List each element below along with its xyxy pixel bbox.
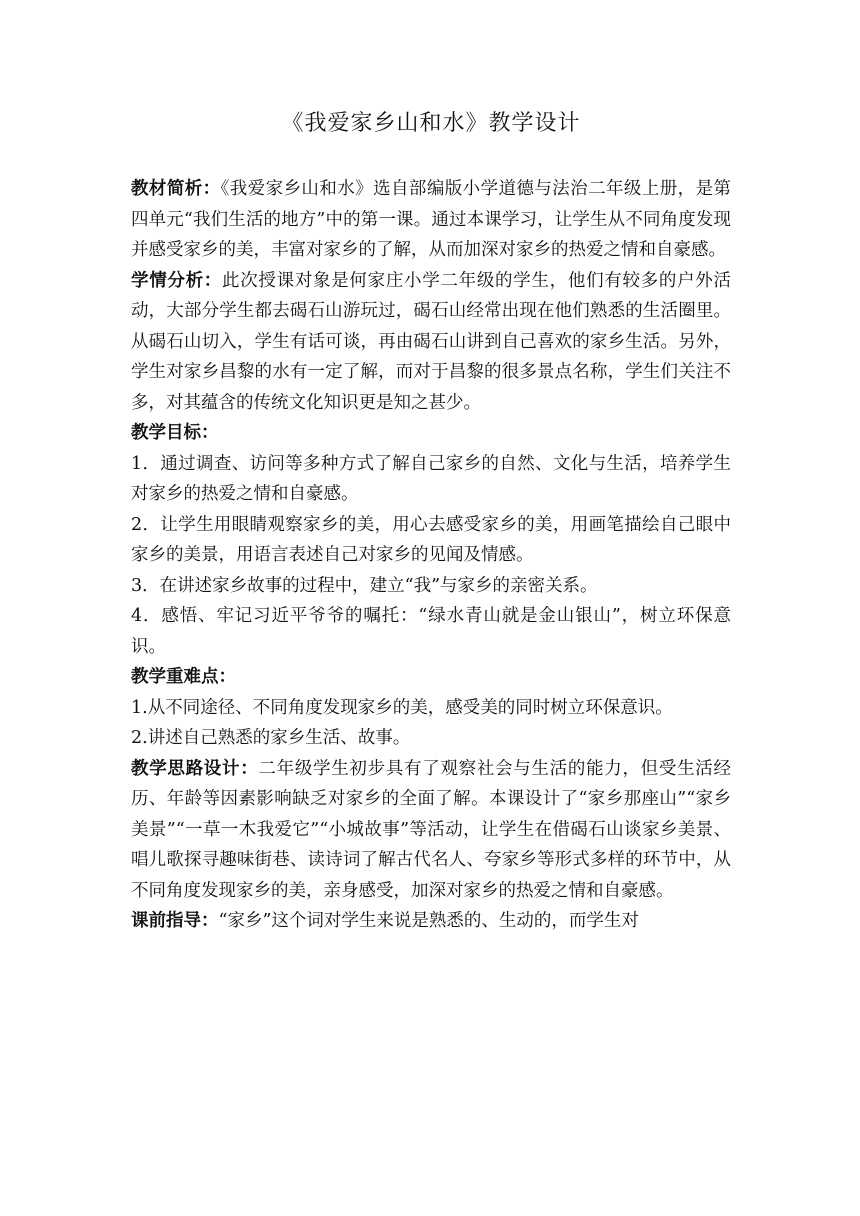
- document-page: [131, 104, 731, 937]
- textbook-analysis: [131, 174, 731, 266]
- textbook-analysis-text: 《我爱家乡山和水》选自部编版小学道德与法治二年级上册，是第四单元“我们生活的地方”中的第一课。通过本课学习，让学生从不同角度发现并感受家乡的美，丰富对家乡的了解，从而加深对家乡的热爱之情和自豪感。: [131, 179, 732, 260]
- design-rationale: [131, 754, 731, 907]
- document-title: 《我爱家乡山和水》教学设计: [281, 111, 581, 136]
- objective-item: 4．感悟、牢记习近平爷爷的嘱托：“绿水青山就是金山银山”，树立环保意识。: [131, 606, 731, 657]
- pre-class-guidance: [131, 906, 731, 937]
- pre-class-guidance-label: 课前指导：: [131, 911, 219, 931]
- objectives-heading: 教学目标：: [131, 423, 219, 443]
- objective-item: 2．让学生用眼睛观察家乡的美，用心去感受家乡的美，用画笔描绘自己眼中家乡的美景，用语言表述自己对家乡的见闻及情感。: [131, 514, 731, 565]
- key-point-item: 2.讲述自己熟悉的家乡生活、故事。: [131, 728, 411, 748]
- design-rationale-text: 二年级学生初步具有了观察社会与生活的能力，但受生活经历、年龄等因素影响缺乏对家乡的全面了解。本课设计了“家乡那座山”“家乡美景”“一草一木我爱它”“小城故事”等活动，让学生在借碣石山谈家乡美景、唱儿歌探寻趣味街巷、读诗词了解古代名人、夸家乡等形式多样的环节中，从不同角度发现家乡的美，亲身感受，加深对家乡的热爱之情和自豪感。: [131, 758, 731, 901]
- student-analysis-text: 此次授课对象是何家庄小学二年级的学生，他们有较多的户外活动，大部分学生都去碣石山游玩过，碣石山经常出现在他们熟悉的生活圈里。从碣石山切入，学生有话可谈，再由碣石山讲到自己喜欢的家乡生活。另外，学生对家乡昌黎的水有一定了解，而对于昌黎的很多景点名称，学生们关注不多，对其蕴含的传统文化知识更是知之甚少。: [131, 270, 731, 413]
- student-analysis: [131, 266, 731, 419]
- objective-item: 1．通过调查、访问等多种方式了解自己家乡的自然、文化与生活，培养学生对家乡的热爱之情和自豪感。: [131, 453, 731, 504]
- pre-class-guidance-text: “家乡”这个词对学生来说是熟悉的、生动的，而学生对: [218, 911, 639, 931]
- textbook-analysis-label: 教材简析：: [131, 179, 221, 199]
- objective-item: 3．在讲述家乡故事的过程中，建立“我”与家乡的亲密关系。: [131, 575, 598, 596]
- student-analysis-label: 学情分析：: [131, 270, 223, 291]
- key-points-heading: 教学重难点：: [131, 667, 236, 687]
- design-rationale-label: 教学思路设计：: [131, 758, 259, 779]
- key-point-item: 1.从不同途径、不同角度发现家乡的美，感受美的同时树立环保意识。: [131, 697, 673, 718]
